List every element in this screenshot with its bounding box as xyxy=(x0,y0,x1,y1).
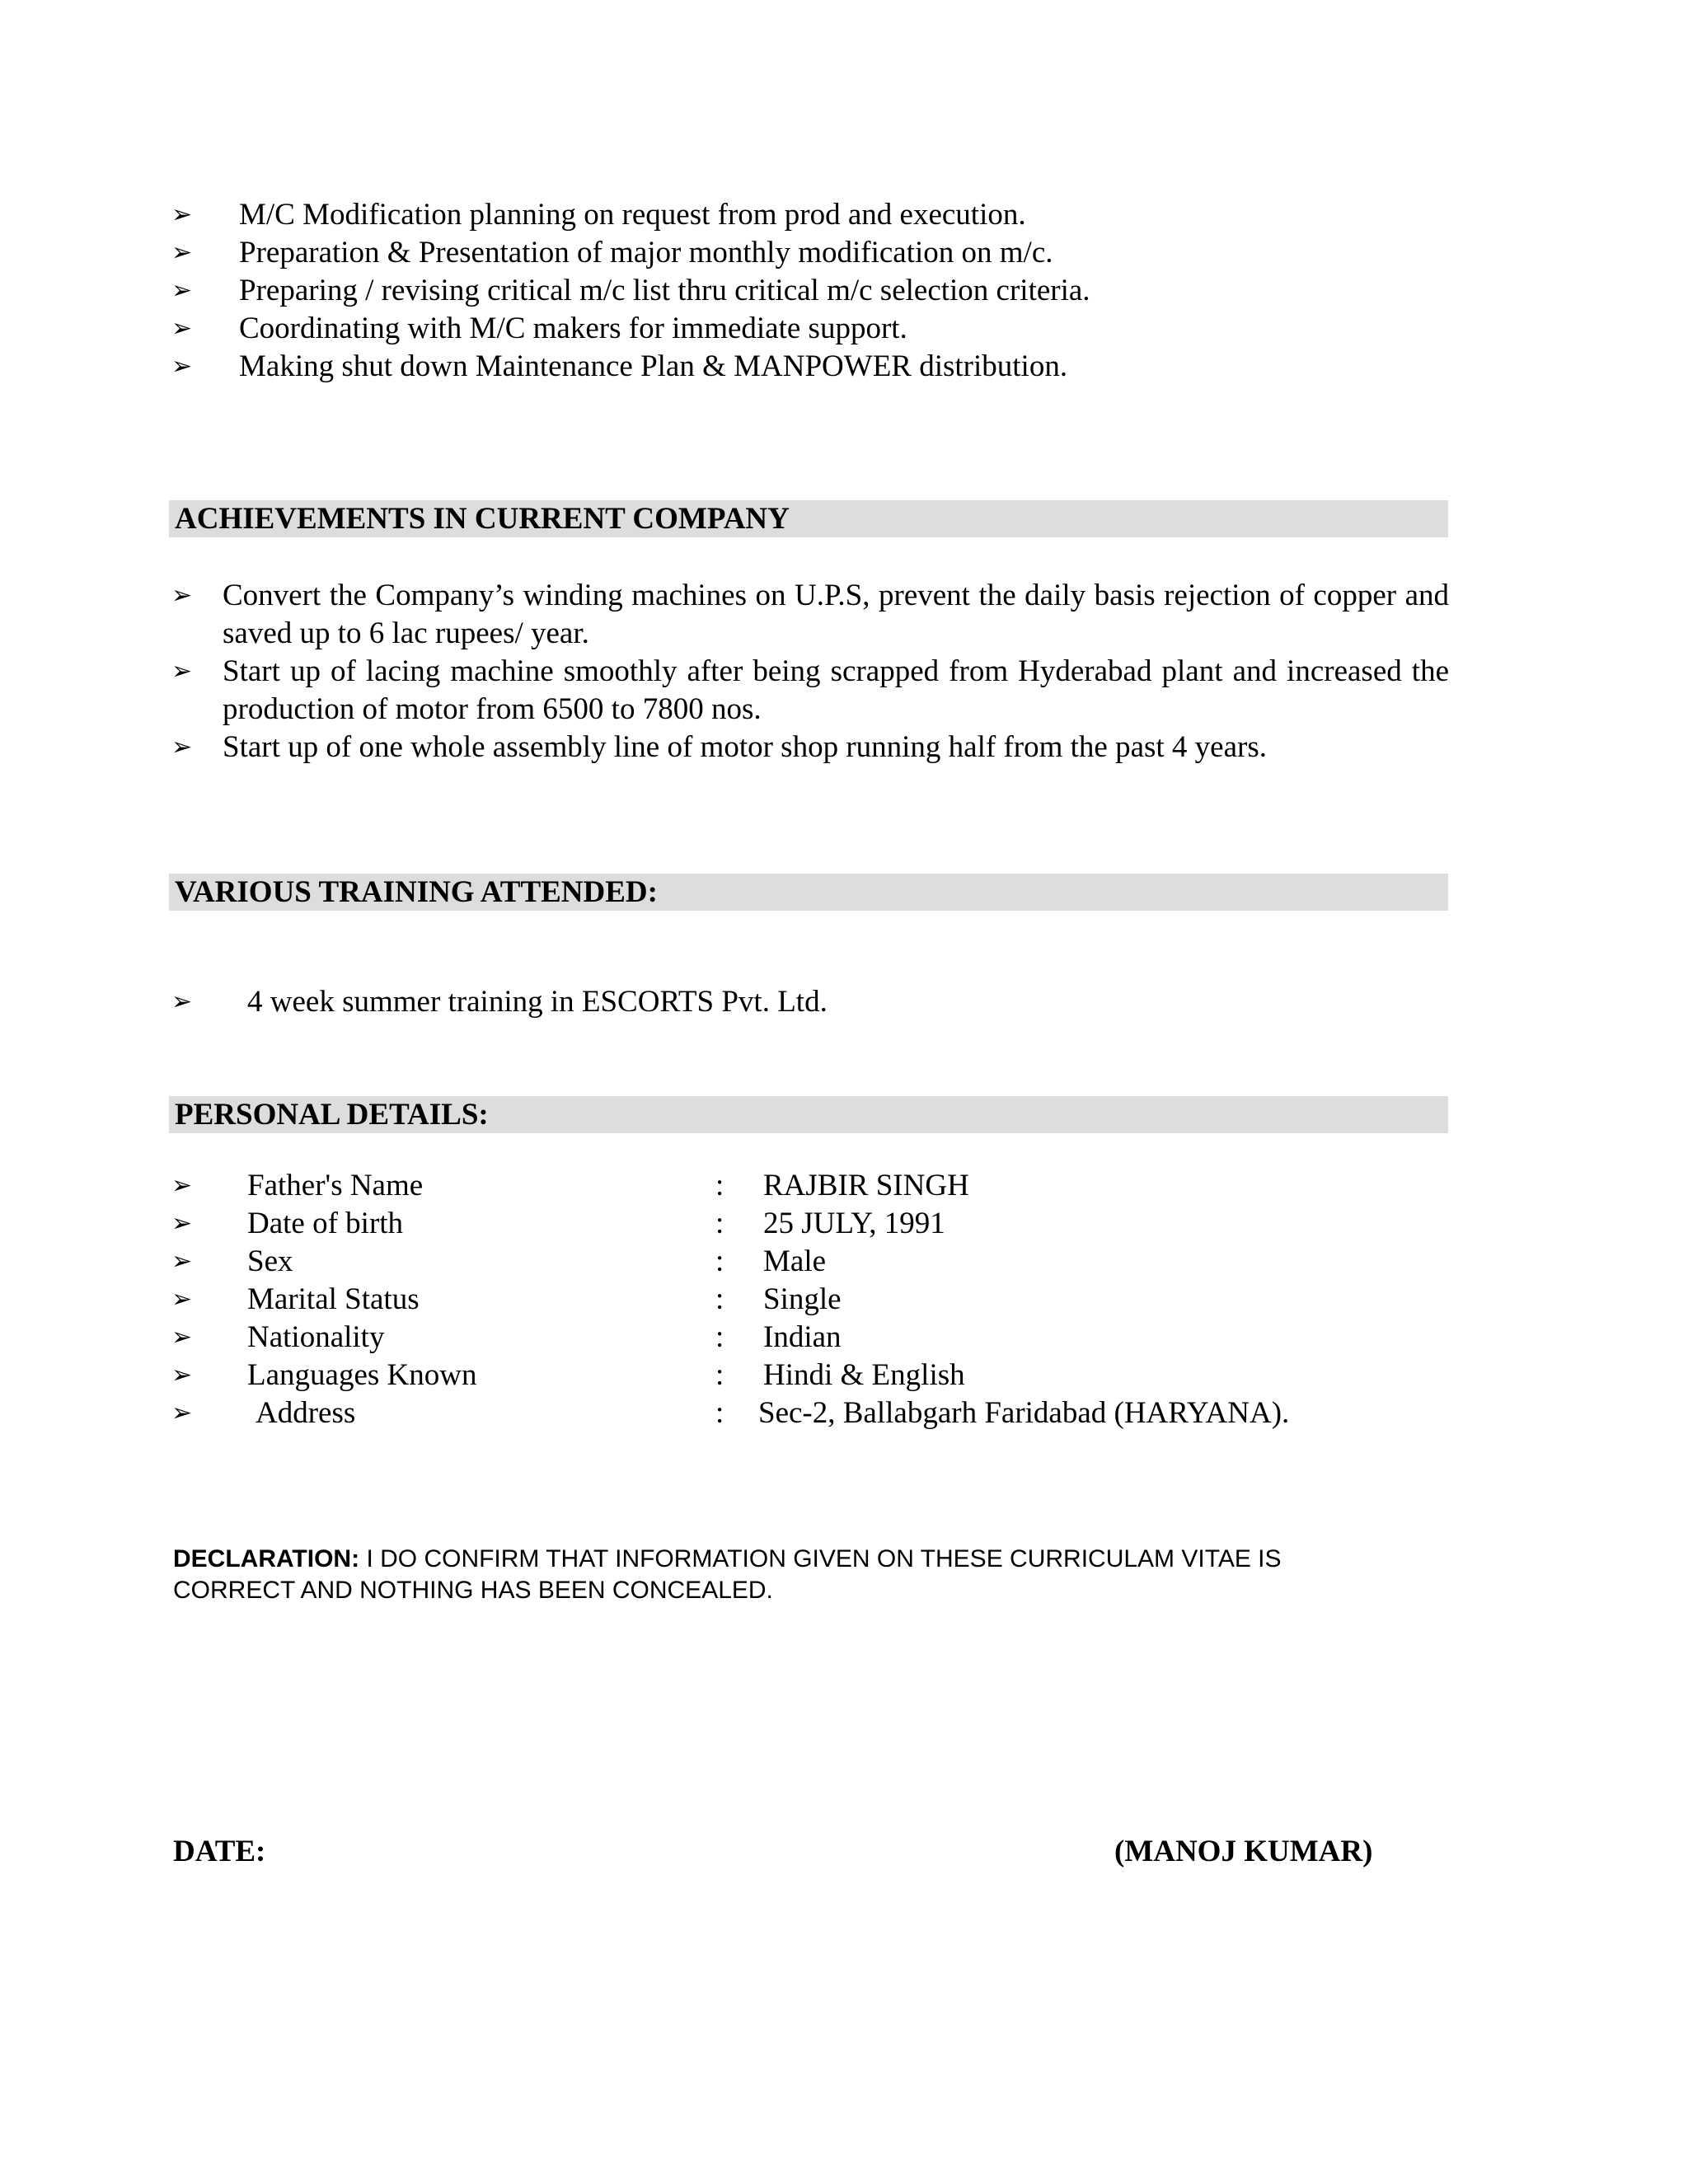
resume-page: ➢ M/C Modification planning on request from prod and execution. ➢ Preparation & Presentation of major monthly modification on m/c. ➢ Preparing / revising critical m/c list thru critical m/c selection criteria. ➢ Coordinating with M/C makers for immediate support. ➢ Making shut down Maintenance Plan & MANPOWER distribution. ACHIEVEMENTS IN CURRENT COMPANY ➢ Convert the Company’s winding machines on U.P.S, prevent the daily basis rejection of copper and saved up to 6 lac rupees/ year. ➢ Start up of lacing machine smoothly after being scrapped from Hyderabad plant and increased the production of motor from 6500 to 7800 nos. ➢ Start up of one whole assembly line of motor shop running half from the past 4 years. VARIOUS TRAINING ATTENDED: ➢ 4 week summer training in ESCORTS Pvt. Ltd. PERSONAL DETAILS: ➢ Father's Name : RAJBIR SINGH ➢ Date of birth : 25 JULY, 1991 ➢ Sex : Male ➢ Marital Status : Single ➢ Nationality : Indian ➢ Languages Known : Hindi & English ➢ Address : Sec-2, Ballabgarh Faridabad (HARYANA). DECLARATION: I DO CONFIRM THAT INFORMATION GIVEN ON THESE CURRICULAM VITAE IS CORRECT AND NOTHING HAS BEEN CONCEALED. DATE: (MANOJ KUMAR) xyxy=(0,0,1688,2184)
arrow-bullet-icon: ➢ xyxy=(171,987,193,1016)
list-item: ➢ Start up of lacing machine smoothly after being scrapped from Hyderabad plant and increased the production of motor from 6500 to 7800 nos. xyxy=(171,654,1449,726)
achievements-heading: ACHIEVEMENTS IN CURRENT COMPANY xyxy=(175,502,790,536)
achievements-list xyxy=(171,577,1449,766)
personal-row-father: ➢ Father's Name : RAJBIR SINGH xyxy=(171,1167,1490,1205)
arrow-bullet-icon: ➢ xyxy=(171,1323,193,1352)
training-heading: VARIOUS TRAINING ATTENDED: xyxy=(175,875,658,909)
date-label: DATE: xyxy=(173,1835,266,1868)
arrow-bullet-icon: ➢ xyxy=(171,1361,193,1390)
arrow-bullet-icon: ➢ xyxy=(171,276,193,305)
arrow-bullet-icon: ➢ xyxy=(171,733,193,762)
list-item: ➢ Start up of one whole assembly line of motor shop running half from the past 4 years. xyxy=(171,729,1449,766)
arrow-bullet-icon: ➢ xyxy=(171,1399,193,1427)
arrow-bullet-icon: ➢ xyxy=(171,1171,193,1200)
personal-row-marital-status: ➢ Marital Status : Single xyxy=(171,1281,1490,1319)
signature-name: (MANOJ KUMAR) xyxy=(1114,1835,1373,1868)
declaration-block xyxy=(173,1544,1393,1606)
personal-row-languages: ➢ Languages Known : Hindi & English xyxy=(171,1357,1490,1394)
arrow-bullet-icon: ➢ xyxy=(171,238,193,267)
declaration-text: I DO CONFIRM THAT INFORMATION GIVEN ON THESE CURRICULAM VITAE IS CORRECT AND NOTHING HAS BEEN CONCEALED. xyxy=(173,1545,1282,1604)
arrow-bullet-icon: ➢ xyxy=(171,1285,193,1314)
personal-row-nationality: ➢ Nationality : Indian xyxy=(171,1319,1490,1357)
personal-details-heading: PERSONAL DETAILS: xyxy=(175,1098,489,1132)
arrow-bullet-icon: ➢ xyxy=(171,352,193,381)
list-item: ➢ Convert the Company’s winding machines on U.P.S, prevent the daily basis rejection of copper and saved up to 6 lac rupees/ year. xyxy=(171,579,1449,650)
arrow-bullet-icon: ➢ xyxy=(171,314,193,343)
arrow-bullet-icon: ➢ xyxy=(171,657,193,686)
arrow-bullet-icon: ➢ xyxy=(171,1247,193,1276)
personal-row-address: ➢ Address : Sec-2, Ballabgarh Faridabad (HARYANA). xyxy=(171,1394,1490,1432)
arrow-bullet-icon: ➢ xyxy=(171,200,193,229)
personal-row-sex: ➢ Sex : Male xyxy=(171,1243,1490,1281)
personal-row-dob: ➢ Date of birth : 25 JULY, 1991 xyxy=(171,1205,1490,1243)
declaration-label: DECLARATION: xyxy=(173,1545,360,1572)
arrow-bullet-icon: ➢ xyxy=(171,581,193,610)
arrow-bullet-icon: ➢ xyxy=(171,1209,193,1238)
